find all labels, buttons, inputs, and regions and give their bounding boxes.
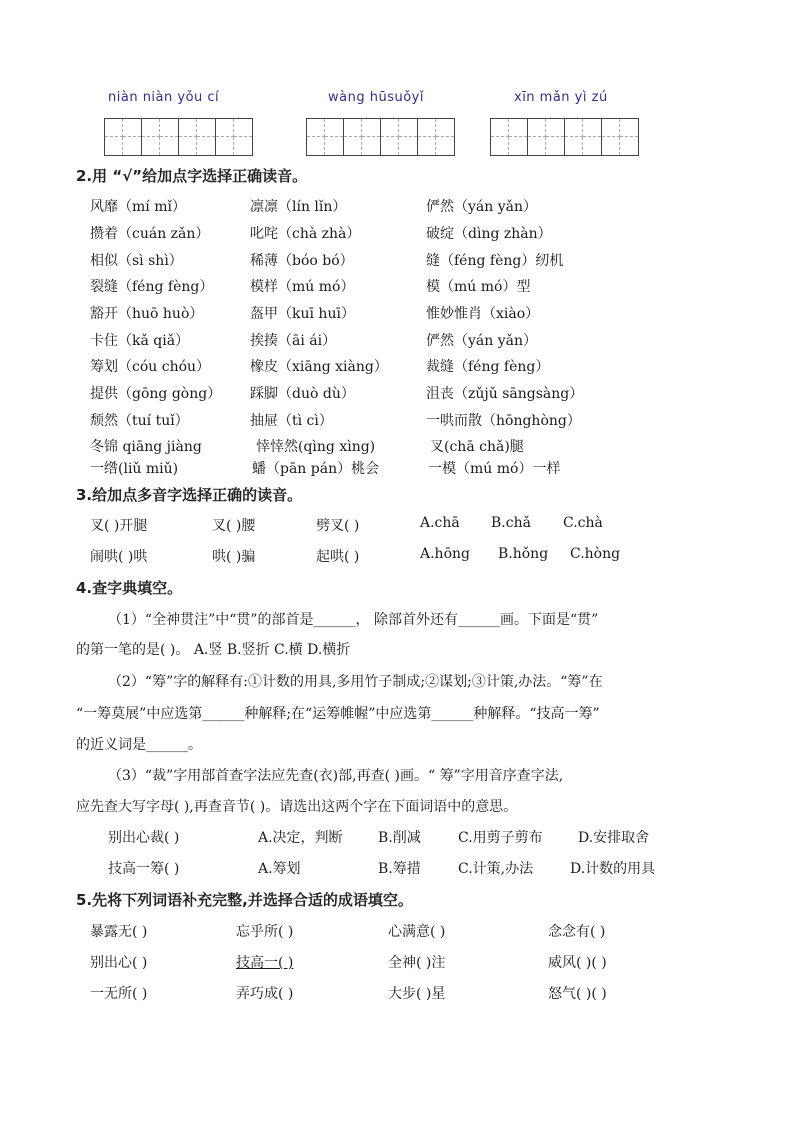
s5-item[interactable]: 暴露无( ) [90,924,148,940]
s2-item[interactable]: 沮丧（zǔjǔ sāngsàng） [426,386,584,402]
s2-item[interactable]: 悻悻然(qìng xìng) [256,439,376,455]
s2-item[interactable]: 橡皮（xiāng xiàng） [250,359,388,375]
s2-item[interactable]: 豁开（huō huò） [90,306,204,322]
s2-item[interactable]: 相似（sì shì） [90,253,183,269]
s4-opt: B.筹措 [378,861,421,877]
s2-item[interactable]: 风靡（mí mǐ） [90,199,186,215]
s4-p3-line2: 应先查大写字母( ),再查音节( )。请选出这两个字在下面词语中的意思。 [76,799,518,815]
s5-item[interactable]: 大步( )星 [388,986,446,1002]
s3-item[interactable]: 劈叉( ) [316,518,360,534]
pinyin-label-3: xīn mǎn yì zú [514,90,608,105]
s2-item[interactable]: 模（mú mó）型 [426,279,531,295]
s3-item[interactable]: 哄( )骗 [212,549,256,565]
s5-item[interactable]: 忘乎所( ) [236,924,294,940]
s2-item[interactable]: 抽屉（tì cì） [250,413,333,429]
s5-item[interactable]: 技高一( ) [236,955,294,971]
section-4-heading: 4.查字典填空。 [76,579,183,597]
s5-item[interactable]: 念念有( ) [548,924,606,940]
s5-item[interactable]: 一无所( ) [90,986,148,1002]
s2-item[interactable]: 卡住（kǎ qiǎ） [90,333,190,349]
s4-p2-line3: 的近义词是______。 [76,737,202,753]
section-3-heading: 3.给加点多音字选择正确的读音。 [76,486,303,504]
s4-opt: A.决定，判断 [258,830,343,846]
s2-item[interactable]: 裁缝（féng fèng） [426,359,550,375]
s4-opt: B.削减 [378,830,421,846]
section-5-heading: 5.先将下列词语补充完整,并选择合适的成语填空。 [76,891,413,909]
s3-item[interactable]: 起哄( ) [316,549,360,565]
s2-item[interactable]: 破绽（dìng zhàn） [426,226,552,242]
s2-item[interactable]: 稀薄（bóo bó） [250,253,354,269]
s2-item[interactable]: 俨然（yán yǎn） [426,333,537,349]
pinyin-label-1: niàn niàn yǒu cí [108,90,220,105]
s2-item[interactable]: 攒着（cuán zǎn） [90,226,210,242]
s4-p1-line1: （1）“全神贯注”中“贯”的部首是______， 除部首外还有______画。下面是“贯” [108,612,599,628]
s4-opt: C.用剪子剪布 [458,830,543,846]
s3-item[interactable]: 叉( )腰 [212,518,256,534]
section-2-heading: 2.用 “√”给加点字选择正确读音。 [76,167,308,185]
s2-item[interactable]: 提供（gōng gòng） [90,386,222,402]
s4-opt-item[interactable]: 技高一筹( ) [108,861,180,877]
s4-p2-line2: “一筹莫展”中应选第______种解释;在“运筹帷幄”中应选第______种解释。“技高一筹” [76,706,600,722]
s4-p3-line1: （3）“裁”字用部首查字法应先查(衣)部,再查( )画。“ 筹”字用音序查字法, [108,768,564,784]
s2-item[interactable]: 一哄而散（hōnghòng） [426,413,581,429]
s4-opt: D.计数的用具 [570,861,656,877]
writing-grid-1[interactable] [104,118,253,156]
s4-p1-line2: 的第一笔的是( )。 A.竖 B.竖折 C.横 D.横折 [76,642,351,658]
s4-opt: A.筹划 [258,861,301,877]
s2-item[interactable]: 筹划（cóu chóu） [90,359,211,375]
writing-grid-2[interactable] [306,118,455,156]
writing-grid-3[interactable] [490,118,639,156]
s3-option: B.chǎ [491,515,531,531]
s2-item[interactable]: 裂缝（féng fèng） [90,279,214,295]
s3-option: C.chà [563,515,603,531]
s2-item[interactable]: 一模（mú mó）一样 [428,461,561,477]
s2-item[interactable]: 惟妙惟肖（xiào） [426,306,540,322]
s3-option: A.hōng [420,546,470,562]
s3-option: B.hǒng [498,546,549,562]
s4-opt-item[interactable]: 别出心裁( ) [108,830,180,846]
s2-item[interactable]: 俨然（yán yǎn） [426,199,537,215]
s4-opt: C.计策,办法 [458,861,534,877]
s4-opt: D.安排取舍 [578,830,650,846]
s5-item[interactable]: 威风( )( ) [548,955,607,971]
s2-item[interactable]: 踩脚（duò dù） [250,386,355,402]
s2-item[interactable]: 颓然（tuí tuǐ） [90,413,189,429]
s2-item[interactable]: 叉(chā chǎ)腿 [430,439,524,455]
pinyin-label-2: wàng hūsuǒyǐ [328,90,424,105]
s2-item[interactable]: 模样（mú mó） [250,279,355,295]
s3-option: A.chā [420,515,460,531]
s5-item[interactable]: 别出心( ) [90,955,148,971]
s5-item[interactable]: 全神( )注 [388,955,446,971]
s2-item[interactable]: 凛凛（lín lǐn） [250,199,347,215]
s3-item[interactable]: 叉( )开腿 [90,518,148,534]
s4-p2-line1: （2）“筹”字的解释有:①计数的用具,多用竹子制成;②谋划;③计策,办法。“筹”在 [108,674,603,690]
s3-option: C.hòng [570,546,621,562]
s2-item[interactable]: 盔甲（kuī huī） [250,306,355,322]
s5-item[interactable]: 怒气( )( ) [548,986,607,1002]
s2-item[interactable]: 挨揍（āi ái） [250,333,337,349]
s2-item[interactable]: 叱咤（chà zhà） [250,226,361,242]
s2-item[interactable]: 蟠（pān pán）桃会 [252,461,380,477]
s5-item[interactable]: 心满意( ) [388,924,446,940]
s2-item[interactable]: 冬锦 qiāng jiàng [90,439,202,455]
s2-item[interactable]: 缝（féng fèng）纫机 [426,253,564,269]
s3-item[interactable]: 闹哄( )哄 [90,549,148,565]
s2-item[interactable]: 一绺(liǔ miǔ) [90,461,179,477]
s5-item[interactable]: 弄巧成( ) [236,986,294,1002]
